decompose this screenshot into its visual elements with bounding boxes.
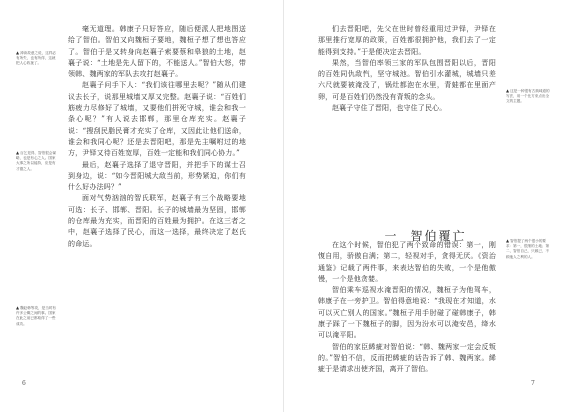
paragraph: 最后，赵襄子选择了退守晋阳，并把手下的谋士召到身边，说：“如今晋阳城大敌当前，形势紧迫，你们有什么好办法吗？” [68, 160, 246, 192]
side-note: ▲这是一种很有古典味道的写法，用一个比方来点出全文的主题。 [506, 88, 550, 104]
side-note: ▲魏赵韩等攻，是当时有许多公卿之间的事。国家在此之前已都取得了一些成功。 [16, 305, 57, 326]
paragraph: 在这个时候，智伯犯了两个致命的错误：第一，刚愎自用，骄傲自满；第二，轻视对手，贪得无厌。《资治通鉴》记载了两件事，来表达智伯的失败，一个是他傲慢，一个是他贪婪。 [318, 241, 496, 283]
side-note: ▲智伯提了两个很小的要求：第一，很细的土地；第二，智伯自己，只顾己，不顾他人之利的人。 [506, 238, 550, 259]
left-page [0, 0, 283, 412]
right-page [284, 0, 567, 412]
page-number: 6 [22, 380, 26, 387]
page-number: 7 [531, 380, 535, 387]
side-note: ▲百乞见得，智伯很会谋略，也是有心之人。国家大事之所以能持，应是有才德之人。 [16, 150, 57, 171]
right-body-text-lower [318, 240, 496, 376]
paragraph: 们去晋阳吧，先父在世时曾经重用过尹铎，尹铎在那里推行宽厚的政策，百姓都很拥护他，我们去了一定能得到支持。”于是便决定去晋阳。 [318, 25, 496, 56]
paragraph: 智伯乘车巡视水淹晋阳的情况，魏桓子为他驾车，韩康子在一旁护卫。智伯得意地说：“我现在才知道，水可以灭亡别人的国家。”魏桓子用手肘碰了碰韩康子，韩康子踩了一下魏桓子的脚，因为汾水可以淹安邑，绛水可以淹平阳。 [318, 286, 496, 340]
chapter-title: 智伯覆亡 [410, 229, 467, 243]
left-body-text [68, 24, 246, 250]
paragraph: 赵襄子守住了晋阳，也守住了民心。 [332, 104, 447, 113]
paragraph: 果然，当智伯率领三家的军队包围晋阳以后，晋阳的百姓同仇敌忾，坚守城池。智伯引水灌城，城墙只差六尺就要被淹没了，锅灶都泡在水里，青蛙都在里面产卵，可是百姓们仍然没有背叛的念头。 [318, 58, 496, 101]
paragraph: 赵襄子问手下人：“我们该往哪里去呢？”随从们建议去长子，说那里城墙又厚又完整。赵襄子说：“百姓们筋疲力尽修好了城墙，又要他们拼死守城，谁会和我一条心呢？”有人说去邯郸，那里仓库充实。赵襄子说：“搜刮民脂民膏才充实了仓库，又因此让他们送命，谁会和我同心呢？还是去晋阳吧，那是先主嘱咐过的地方，尹铎又待百姓宽厚，百姓一定能和我们同心协力。” [68, 81, 246, 158]
paragraph: 面对气势汹汹的智氏联军，赵襄子有三个战略要地可选：长子、邯郸、晋阳。长子的城墙最为坚固，邯郸的仓库最为充实，而晋阳的百姓最为拥护。在这三者之中，赵襄子选择了民心，而这一选择，最终决定了赵氏的命运。 [68, 194, 246, 248]
paragraph: 智伯的家臣絺疵对智伯说：“韩、魏两家一定会反叛的。”智伯不信，反而把絺疵的话告诉了韩、魏两家。絺疵于是请求出使齐国，离开了智伯。 [318, 342, 496, 374]
chapter-number: 一 [384, 229, 399, 243]
right-body-text [318, 24, 496, 114]
paragraph: 毫无道理。韩康子只好答应，随后便派人把地图送给了智伯。智伯又向魏桓子要地，魏桓子想了想也答应了。智伯于是又转身向赵襄子索要蔡和皋狼的土地，赵襄子说：“土地是先人留下的，不能送人。”智伯大怒，带领韩、魏两家的军队去攻打赵襄子。 [68, 25, 246, 79]
side-note: ▲禅读故意之说，这样必有所失，也有所得，这就把人心收拢了。 [16, 50, 57, 66]
